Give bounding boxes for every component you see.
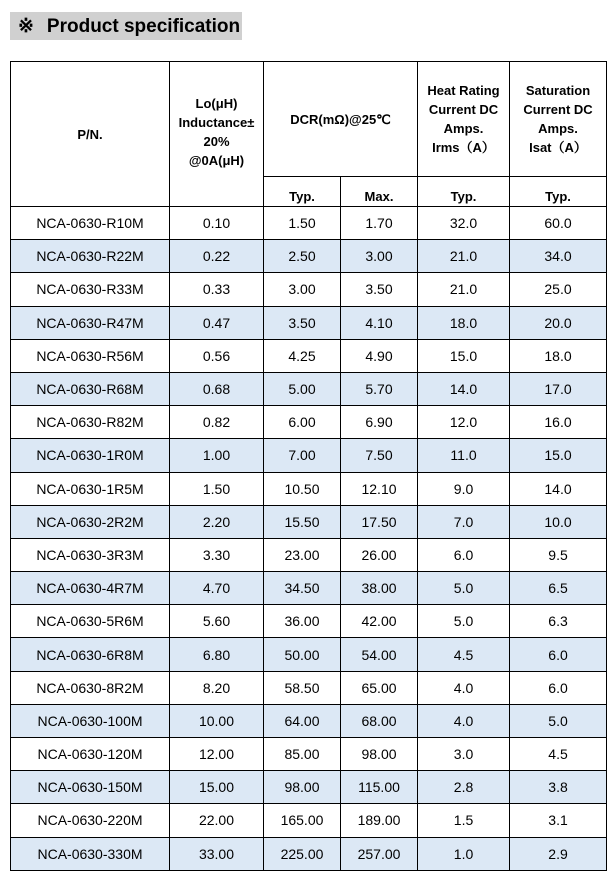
- table-row: [11, 306, 607, 339]
- header-pn: P/N.: [11, 62, 170, 207]
- cell-inductance: 15.00: [170, 771, 264, 804]
- cell-part-number: NCA-0630-R33M: [11, 273, 170, 306]
- cell-dcr-max: 5.70: [341, 372, 418, 405]
- table-row: [11, 704, 607, 737]
- cell-dcr-max: 115.00: [341, 771, 418, 804]
- table-row: [11, 738, 607, 771]
- cell-irms-typ: 1.0: [418, 837, 510, 870]
- cell-inductance: 0.68: [170, 372, 264, 405]
- cell-part-number: NCA-0630-6R8M: [11, 638, 170, 671]
- header-heat-typ: Typ.: [418, 177, 510, 207]
- header-heat-rating: Heat Rating Current DC Amps. Irms（A）: [418, 62, 510, 177]
- cell-part-number: NCA-0630-R10M: [11, 207, 170, 240]
- cell-inductance: 1.00: [170, 439, 264, 472]
- table-row: [11, 240, 607, 273]
- header-inductance: Lo(μH) Inductance± 20% @0A(μH): [170, 62, 264, 207]
- spec-table: [10, 61, 607, 871]
- cell-dcr-typ: 64.00: [264, 704, 341, 737]
- cell-isat-typ: 10.0: [510, 505, 607, 538]
- cell-dcr-typ: 1.50: [264, 207, 341, 240]
- cell-isat-typ: 17.0: [510, 372, 607, 405]
- cell-dcr-typ: 6.00: [264, 406, 341, 439]
- table-row: [11, 372, 607, 405]
- cell-dcr-typ: 3.00: [264, 273, 341, 306]
- table-row: [11, 472, 607, 505]
- cell-inductance: 12.00: [170, 738, 264, 771]
- table-row: [11, 273, 607, 306]
- cell-dcr-typ: 4.25: [264, 339, 341, 372]
- table-row: [11, 638, 607, 671]
- cell-irms-typ: 4.5: [418, 638, 510, 671]
- cell-irms-typ: 6.0: [418, 538, 510, 571]
- cell-irms-typ: 11.0: [418, 439, 510, 472]
- table-row: [11, 538, 607, 571]
- cell-inductance: 4.70: [170, 572, 264, 605]
- cell-dcr-max: 65.00: [341, 671, 418, 704]
- cell-inductance: 8.20: [170, 671, 264, 704]
- cell-dcr-max: 54.00: [341, 638, 418, 671]
- cell-dcr-typ: 36.00: [264, 605, 341, 638]
- cell-dcr-typ: 2.50: [264, 240, 341, 273]
- cell-irms-typ: 7.0: [418, 505, 510, 538]
- cell-inductance: 2.20: [170, 505, 264, 538]
- cell-part-number: NCA-0630-3R3M: [11, 538, 170, 571]
- cell-dcr-max: 1.70: [341, 207, 418, 240]
- cell-isat-typ: 9.5: [510, 538, 607, 571]
- header-dcr-max: Max.: [341, 177, 418, 207]
- header-sat-typ: Typ.: [510, 177, 607, 207]
- cell-isat-typ: 6.3: [510, 605, 607, 638]
- cell-irms-typ: 3.0: [418, 738, 510, 771]
- cell-irms-typ: 5.0: [418, 605, 510, 638]
- cell-isat-typ: 3.8: [510, 771, 607, 804]
- cell-irms-typ: 18.0: [418, 306, 510, 339]
- cell-isat-typ: 25.0: [510, 273, 607, 306]
- cell-part-number: NCA-0630-R82M: [11, 406, 170, 439]
- cell-dcr-typ: 7.00: [264, 439, 341, 472]
- header-dcr: DCR(mΩ)@25℃: [264, 62, 418, 177]
- cell-isat-typ: 14.0: [510, 472, 607, 505]
- cell-part-number: NCA-0630-330M: [11, 837, 170, 870]
- cell-part-number: NCA-0630-2R2M: [11, 505, 170, 538]
- cell-inductance: 3.30: [170, 538, 264, 571]
- cell-dcr-typ: 23.00: [264, 538, 341, 571]
- cell-dcr-max: 4.10: [341, 306, 418, 339]
- cell-isat-typ: 6.0: [510, 638, 607, 671]
- cell-part-number: NCA-0630-R47M: [11, 306, 170, 339]
- cell-part-number: NCA-0630-1R0M: [11, 439, 170, 472]
- cell-dcr-typ: 165.00: [264, 804, 341, 837]
- cell-dcr-typ: 50.00: [264, 638, 341, 671]
- cell-irms-typ: 12.0: [418, 406, 510, 439]
- cell-part-number: NCA-0630-1R5M: [11, 472, 170, 505]
- cell-inductance: 0.47: [170, 306, 264, 339]
- cell-part-number: NCA-0630-120M: [11, 738, 170, 771]
- header-saturation: Saturation Current DC Amps. Isat（A）: [510, 62, 607, 177]
- reference-mark: ※: [18, 15, 34, 37]
- cell-part-number: NCA-0630-4R7M: [11, 572, 170, 605]
- table-row: [11, 207, 607, 240]
- cell-part-number: NCA-0630-8R2M: [11, 671, 170, 704]
- cell-part-number: NCA-0630-220M: [11, 804, 170, 837]
- cell-dcr-max: 98.00: [341, 738, 418, 771]
- cell-part-number: NCA-0630-R22M: [11, 240, 170, 273]
- cell-irms-typ: 15.0: [418, 339, 510, 372]
- cell-dcr-max: 189.00: [341, 804, 418, 837]
- cell-inductance: 0.56: [170, 339, 264, 372]
- cell-dcr-typ: 10.50: [264, 472, 341, 505]
- table-row: [11, 605, 607, 638]
- cell-dcr-max: 3.00: [341, 240, 418, 273]
- cell-dcr-typ: 15.50: [264, 505, 341, 538]
- cell-inductance: 33.00: [170, 837, 264, 870]
- cell-isat-typ: 3.1: [510, 804, 607, 837]
- cell-dcr-typ: 85.00: [264, 738, 341, 771]
- cell-inductance: 0.10: [170, 207, 264, 240]
- section-title: [10, 12, 242, 40]
- cell-inductance: 5.60: [170, 605, 264, 638]
- cell-dcr-typ: 34.50: [264, 572, 341, 605]
- table-row: [11, 804, 607, 837]
- cell-inductance: 10.00: [170, 704, 264, 737]
- cell-part-number: NCA-0630-R68M: [11, 372, 170, 405]
- cell-dcr-max: 26.00: [341, 538, 418, 571]
- cell-isat-typ: 6.5: [510, 572, 607, 605]
- cell-irms-typ: 2.8: [418, 771, 510, 804]
- cell-dcr-typ: 3.50: [264, 306, 341, 339]
- cell-dcr-max: 257.00: [341, 837, 418, 870]
- cell-dcr-typ: 5.00: [264, 372, 341, 405]
- cell-part-number: NCA-0630-R56M: [11, 339, 170, 372]
- cell-isat-typ: 2.9: [510, 837, 607, 870]
- cell-inductance: 0.33: [170, 273, 264, 306]
- cell-dcr-typ: 98.00: [264, 771, 341, 804]
- table-row: [11, 572, 607, 605]
- cell-isat-typ: 18.0: [510, 339, 607, 372]
- table-row: [11, 505, 607, 538]
- cell-isat-typ: 34.0: [510, 240, 607, 273]
- cell-dcr-max: 6.90: [341, 406, 418, 439]
- cell-isat-typ: 4.5: [510, 738, 607, 771]
- cell-isat-typ: 16.0: [510, 406, 607, 439]
- cell-dcr-max: 3.50: [341, 273, 418, 306]
- cell-irms-typ: 4.0: [418, 704, 510, 737]
- cell-dcr-typ: 225.00: [264, 837, 341, 870]
- section-title-text: Product specification: [46, 15, 241, 37]
- cell-inductance: 0.82: [170, 406, 264, 439]
- cell-dcr-max: 7.50: [341, 439, 418, 472]
- cell-inductance: 6.80: [170, 638, 264, 671]
- cell-isat-typ: 15.0: [510, 439, 607, 472]
- cell-inductance: 1.50: [170, 472, 264, 505]
- table-row: [11, 671, 607, 704]
- table-row: [11, 439, 607, 472]
- cell-isat-typ: 60.0: [510, 207, 607, 240]
- cell-dcr-max: 12.10: [341, 472, 418, 505]
- header-dcr-typ: Typ.: [264, 177, 341, 207]
- cell-irms-typ: 9.0: [418, 472, 510, 505]
- cell-dcr-max: 42.00: [341, 605, 418, 638]
- cell-part-number: NCA-0630-150M: [11, 771, 170, 804]
- cell-isat-typ: 6.0: [510, 671, 607, 704]
- cell-isat-typ: 5.0: [510, 704, 607, 737]
- cell-dcr-max: 17.50: [341, 505, 418, 538]
- cell-dcr-max: 68.00: [341, 704, 418, 737]
- cell-irms-typ: 32.0: [418, 207, 510, 240]
- cell-part-number: NCA-0630-100M: [11, 704, 170, 737]
- cell-inductance: 0.22: [170, 240, 264, 273]
- table-row: [11, 339, 607, 372]
- table-row: [11, 837, 607, 870]
- cell-inductance: 22.00: [170, 804, 264, 837]
- cell-irms-typ: 5.0: [418, 572, 510, 605]
- cell-dcr-max: 38.00: [341, 572, 418, 605]
- cell-irms-typ: 21.0: [418, 240, 510, 273]
- cell-irms-typ: 4.0: [418, 671, 510, 704]
- cell-dcr-typ: 58.50: [264, 671, 341, 704]
- cell-irms-typ: 1.5: [418, 804, 510, 837]
- cell-irms-typ: 14.0: [418, 372, 510, 405]
- table-row: [11, 771, 607, 804]
- cell-dcr-max: 4.90: [341, 339, 418, 372]
- cell-isat-typ: 20.0: [510, 306, 607, 339]
- cell-irms-typ: 21.0: [418, 273, 510, 306]
- table-row: [11, 406, 607, 439]
- cell-part-number: NCA-0630-5R6M: [11, 605, 170, 638]
